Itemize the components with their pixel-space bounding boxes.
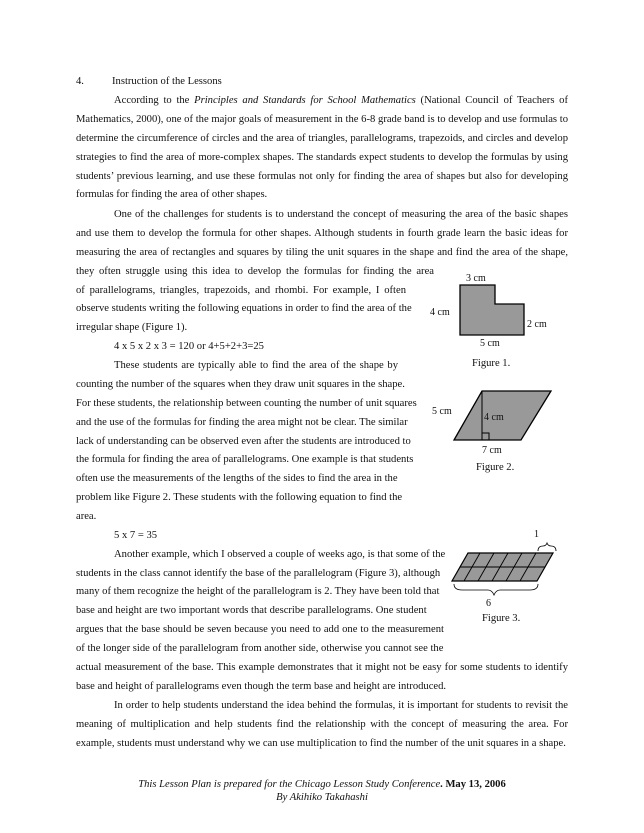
p3-line-7: often use the measurements of the lengths of the sides to find the area in the xyxy=(76,473,398,484)
p4-line-5: argues that the base should be seven because you need to add one to the measurement xyxy=(76,624,444,635)
figure-3-top-label: 1 xyxy=(534,529,539,540)
p3-line-2: counting the number of the squares when they draw unit squares in the shape. xyxy=(76,379,405,390)
l-shape-polygon xyxy=(460,285,524,335)
p5-line-1: In order to help students understand the idea behind the formulas, it is important for students to revisit the xyxy=(114,700,568,711)
figure-2-caption: Figure 2. xyxy=(476,462,515,473)
p4-line-2: students in the class cannot identify the base of the parallelogram (Figure 3), although xyxy=(76,568,441,579)
p4-line-1: Another example, which I observed a couple of weeks ago, is that some of the xyxy=(114,549,446,560)
p2-line-4: they often struggle using this idea to develop the formulas for finding the area xyxy=(76,266,434,277)
top-brace xyxy=(538,543,556,551)
p3-line-4: and the use of the formulas for finding the area might not be clear. The similar xyxy=(76,417,408,428)
footer-line-2: By Akihiko Takahashi xyxy=(276,792,368,803)
p4-line-8: base and height of parallelograms even though the term base and height are introduced. xyxy=(76,681,447,692)
p4-line-6: of the longer side of the parallelogram from another side, otherwise you cannot see the xyxy=(76,643,444,654)
figure-1-l-shape xyxy=(456,282,526,338)
p5-line-3: example, students must understand why we can use multiplication to find the number of the unit squares in a shape. xyxy=(76,738,566,749)
p4-line-7: actual measurement of the base. This example demonstrates that it might not be easy for some students to identify xyxy=(76,662,568,673)
p2-line-1: One of the challenges for students is to understand the concept of measuring the area of the basic shapes xyxy=(114,209,568,220)
figure-2-side-label: 5 cm xyxy=(432,406,452,417)
equation-1: 4 x 5 x 2 x 3 = 120 or 4+5+2+3=25 xyxy=(114,341,264,352)
figure-3-grid-parallelogram xyxy=(450,540,558,600)
p1-line-2: Mathematics, 2000), one of the major goals of measurement in the 6-8 grade band is to develop and use formulas to xyxy=(76,114,568,125)
p4-line-4: base and height are two important words that describe parallelograms. One student xyxy=(76,605,427,616)
book-title: Principles and Standards for School Mathematics xyxy=(194,95,416,106)
p3-line-5: lack of understanding can be observed even after the students are introduced to xyxy=(76,436,411,447)
figure-2-base-label: 7 cm xyxy=(482,445,502,456)
p2-line-3: measuring the area of rectangles and squares by tiling the unit squares in the shape and find the area of the shape, xyxy=(76,247,568,258)
p3-line-9: area. xyxy=(76,511,97,522)
figure-1-left-label: 4 cm xyxy=(430,307,450,318)
figure-2-height-label: 4 cm xyxy=(484,412,504,423)
footer-line-1: This Lesson Plan is prepared for the Chicago Lesson Study Conference. May 13, 2006 xyxy=(138,779,506,790)
section-title: Instruction of the Lessons xyxy=(112,76,222,87)
p2-line-5: of parallelograms, triangles, trapezoids, and rhombi. For example, I often xyxy=(76,285,406,296)
figure-1-top-label: 3 cm xyxy=(466,273,486,284)
figure-1-caption: Figure 1. xyxy=(472,358,511,369)
p1-line-1: According to the Principles and Standards for School Mathematics (National Council of Teachers of xyxy=(114,95,569,106)
p3-line-3: For these students, the relationship between counting the number of unit squares xyxy=(76,398,417,409)
figure-3-caption: Figure 3. xyxy=(482,613,521,624)
p2-line-6: observe students writing the following equations in order to find the area of the xyxy=(76,303,412,314)
p2-line-7: irregular shape (Figure 1). xyxy=(76,322,188,333)
p4-line-3: many of them recognize the height of the parallelogram is 2. They have been told that xyxy=(76,586,440,597)
p3-line-1: These students are typically able to find the area of the shape by xyxy=(114,360,398,371)
p5-line-2: meaning of multiplication and help students find the relationship with the concept of measuring the area. For xyxy=(76,719,568,730)
p1-line-4: strategies to find the area of more-complex shapes. The standards expect students to develop the formulas by using xyxy=(76,152,568,163)
p1-line-3: determine the circumference of circles and the area of triangles, parallelograms, trapezoids, and circles and develop xyxy=(76,133,568,144)
figure-3-bottom-label: 6 xyxy=(486,598,491,609)
p1-line-5: students’ previous learning, and use these formulas not only for finding the area of shapes but also for developing xyxy=(76,171,568,182)
equation-2: 5 x 7 = 35 xyxy=(114,530,158,541)
p2-line-2: and use them to develop the formula for other shapes. Although students in fourth grade learn the basic ideas for xyxy=(76,228,568,239)
p3-line-6: the formula for finding the area of parallelograms. One example is that students xyxy=(76,454,414,465)
p1-line-6: formulas for finding the area of other shapes. xyxy=(76,189,268,200)
section-number: 4. xyxy=(76,76,84,87)
figure-1-bottom-label: 5 cm xyxy=(480,338,500,349)
figure-1-right-label: 2 cm xyxy=(527,319,547,330)
bottom-brace xyxy=(454,584,538,595)
p3-line-8: problem like Figure 2. These students with the following equation to find the xyxy=(76,492,403,503)
